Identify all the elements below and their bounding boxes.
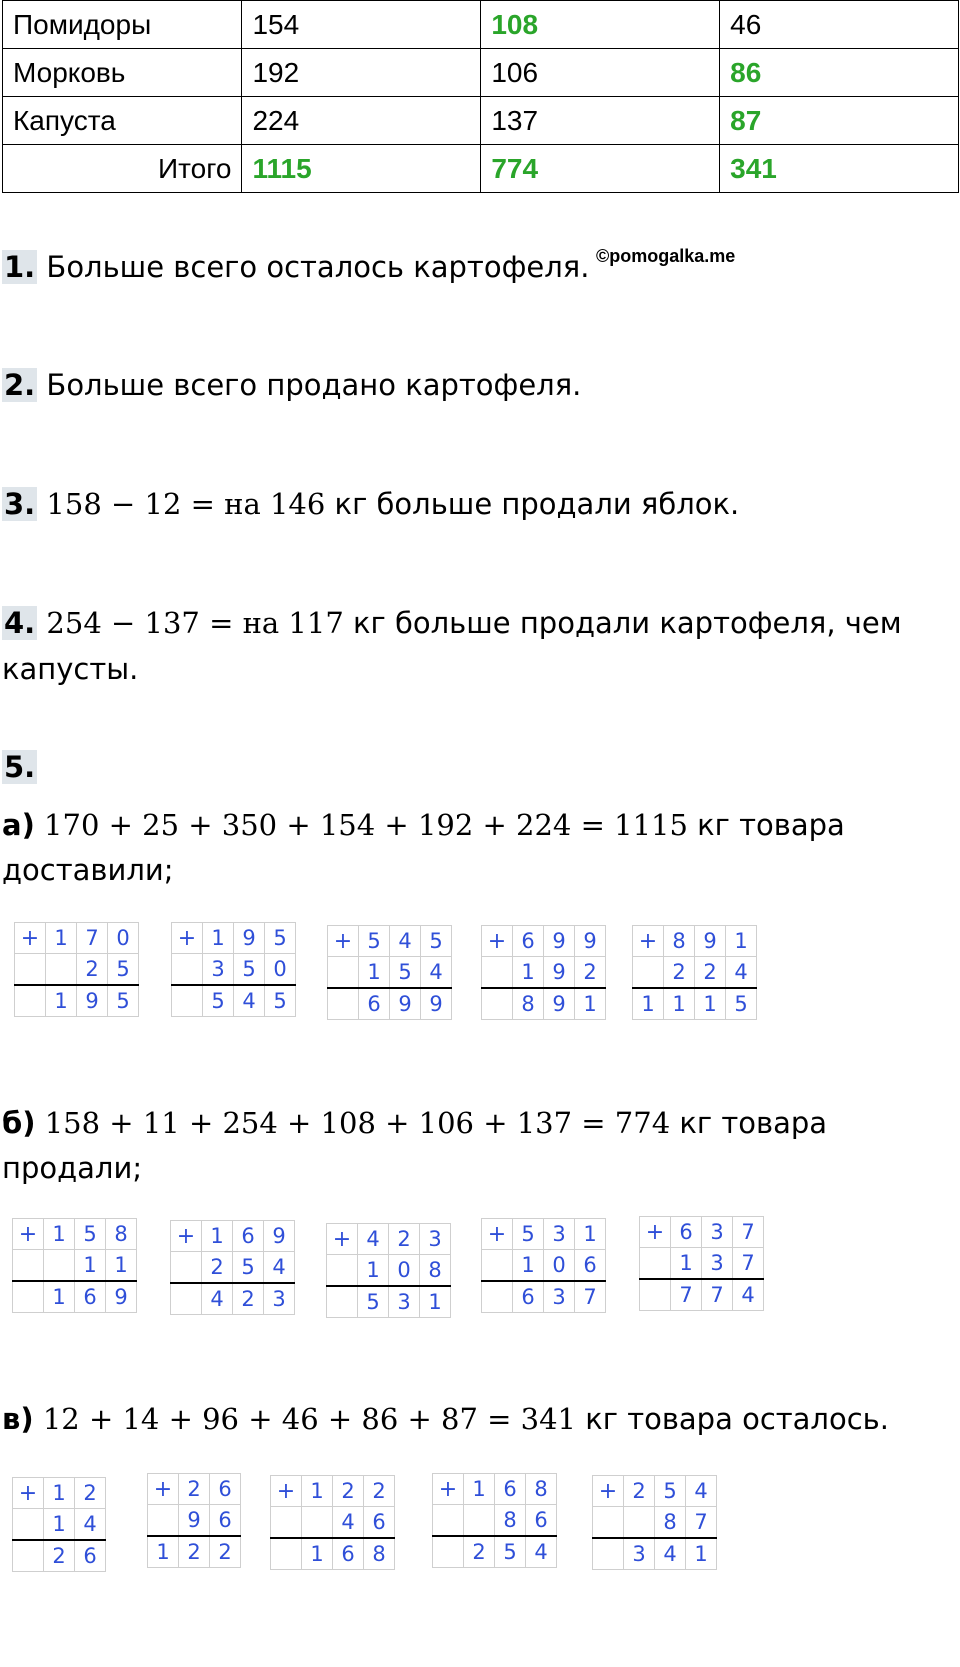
- plus-sign: +: [148, 1474, 179, 1505]
- answer-text: Больше всего продано картофеля.: [37, 368, 582, 402]
- digit-cell: 1: [726, 926, 757, 957]
- table-cell: 224: [242, 97, 481, 145]
- plus-sign: +: [640, 1217, 671, 1248]
- digit-cell: 7: [575, 1281, 606, 1313]
- answer-text: кг товара осталось.: [576, 1402, 889, 1436]
- digit-cell: 1: [513, 1250, 544, 1282]
- digit-cell: [328, 988, 359, 1020]
- digit-cell: 9: [544, 957, 575, 989]
- digit-cell: 7: [77, 923, 108, 954]
- answer-number: 1.: [4, 250, 36, 284]
- digit-cell: 1: [671, 1248, 702, 1280]
- digit-cell: [482, 1250, 513, 1282]
- answer-5b-continuation: продали;: [2, 1151, 143, 1185]
- digit-cell: 4: [726, 957, 757, 989]
- digit-cell: [15, 985, 46, 1017]
- answer-math: 170 + 25 + 350 + 154 + 192 + 224 = 1115: [34, 808, 688, 842]
- goods-table: [2, 0, 959, 193]
- digit-cell: 1: [513, 957, 544, 989]
- answer-number: 5.: [4, 750, 36, 784]
- digit-cell: 0: [544, 1250, 575, 1282]
- column-addition-grid: [171, 922, 296, 1017]
- digit-cell: [171, 1252, 202, 1284]
- digit-cell: [464, 1505, 495, 1537]
- digit-cell: 1: [44, 1281, 75, 1313]
- digit-cell: 9: [695, 926, 726, 957]
- digit-cell: [482, 988, 513, 1020]
- digit-cell: 6: [333, 1538, 364, 1570]
- digit-cell: 5: [358, 1286, 389, 1318]
- digit-cell: 5: [265, 985, 296, 1017]
- digit-cell: 2: [575, 957, 606, 989]
- digit-cell: 4: [733, 1279, 764, 1311]
- digit-cell: 1: [575, 988, 606, 1020]
- digit-cell: 5: [513, 1219, 544, 1250]
- digit-cell: 8: [364, 1538, 395, 1570]
- digit-cell: 2: [364, 1476, 395, 1507]
- digit-cell: 9: [264, 1221, 295, 1252]
- column-addition-grid: [592, 1475, 717, 1570]
- digit-cell: 8: [526, 1474, 557, 1505]
- digit-cell: 2: [333, 1476, 364, 1507]
- digit-cell: 7: [733, 1217, 764, 1248]
- column-addition-grid: [170, 1220, 295, 1315]
- digit-cell: 3: [420, 1224, 451, 1255]
- digit-cell: 1: [106, 1250, 137, 1282]
- digit-cell: 1: [302, 1476, 333, 1507]
- digit-cell: 2: [202, 1252, 233, 1284]
- plus-sign: +: [171, 1221, 202, 1252]
- plus-sign: +: [482, 926, 513, 957]
- column-addition-grid: [327, 925, 452, 1020]
- column-addition-grid: [481, 925, 606, 1020]
- answer-text: кг товара: [670, 1106, 828, 1140]
- table-row: [3, 145, 959, 193]
- digit-cell: 9: [421, 988, 452, 1020]
- digit-cell: [172, 954, 203, 986]
- digit-cell: 8: [106, 1219, 137, 1250]
- table-cell: 86: [720, 49, 959, 97]
- digit-cell: 1: [75, 1250, 106, 1282]
- digit-cell: [172, 985, 203, 1017]
- digit-cell: 1: [44, 1509, 75, 1541]
- digit-cell: 3: [203, 954, 234, 986]
- digit-cell: 1: [302, 1538, 333, 1570]
- digit-cell: [271, 1538, 302, 1570]
- answer-math: 158 + 11 + 254 + 108 + 106 + 137 = 774: [35, 1106, 671, 1140]
- digit-cell: 2: [179, 1474, 210, 1505]
- table-cell: 137: [481, 97, 720, 145]
- digit-cell: 6: [671, 1217, 702, 1248]
- digit-cell: 4: [202, 1283, 233, 1315]
- digit-cell: 2: [44, 1540, 75, 1572]
- digit-cell: 9: [575, 926, 606, 957]
- answer-5c: [2, 1402, 889, 1436]
- digit-cell: 5: [726, 988, 757, 1020]
- table-cell: 192: [242, 49, 481, 97]
- answer-1: [2, 250, 589, 284]
- digit-cell: 2: [464, 1536, 495, 1568]
- digit-cell: 1: [633, 988, 664, 1020]
- digit-cell: 5: [265, 923, 296, 954]
- digit-cell: 8: [420, 1255, 451, 1287]
- answer-5a: [2, 808, 845, 842]
- digit-cell: 5: [234, 954, 265, 986]
- digit-cell: [327, 1286, 358, 1318]
- digit-cell: 2: [210, 1536, 241, 1568]
- digit-cell: [624, 1507, 655, 1539]
- row-label: Капуста: [3, 97, 242, 145]
- digit-cell: 5: [233, 1252, 264, 1284]
- answer-math: 158 − 12 = на 146: [37, 487, 326, 521]
- digit-cell: [46, 954, 77, 986]
- answer-math: 254 − 137 = на 117: [37, 606, 344, 640]
- column-addition-grid: [432, 1473, 557, 1568]
- answer-number: 4.: [4, 606, 36, 640]
- digit-cell: 1: [148, 1536, 179, 1568]
- digit-cell: 6: [75, 1281, 106, 1313]
- digit-cell: 4: [421, 957, 452, 989]
- digit-cell: 4: [264, 1252, 295, 1284]
- digit-cell: 6: [513, 1281, 544, 1313]
- digit-cell: [482, 1281, 513, 1313]
- digit-cell: [482, 957, 513, 989]
- digit-cell: 3: [702, 1217, 733, 1248]
- table-cell: 108: [481, 1, 720, 49]
- digit-cell: 4: [333, 1507, 364, 1539]
- digit-cell: [640, 1279, 671, 1311]
- digit-cell: 8: [495, 1505, 526, 1537]
- answer-4-continuation: капусты.: [2, 652, 139, 686]
- digit-cell: [13, 1250, 44, 1282]
- column-addition-grid: [12, 1218, 137, 1313]
- digit-cell: 6: [75, 1540, 106, 1572]
- plus-sign: +: [433, 1474, 464, 1505]
- digit-cell: 4: [655, 1538, 686, 1570]
- digit-cell: 7: [733, 1248, 764, 1280]
- digit-cell: 0: [265, 954, 296, 986]
- digit-cell: [13, 1281, 44, 1313]
- digit-cell: [15, 954, 46, 986]
- answer-2: [2, 368, 581, 402]
- digit-cell: 2: [389, 1224, 420, 1255]
- digit-cell: [44, 1250, 75, 1282]
- digit-cell: 1: [464, 1474, 495, 1505]
- digit-cell: 7: [671, 1279, 702, 1311]
- digit-cell: [148, 1505, 179, 1537]
- digit-cell: 4: [358, 1224, 389, 1255]
- table-cell: 774: [481, 145, 720, 193]
- digit-cell: 4: [686, 1476, 717, 1507]
- part-label: б): [2, 1106, 36, 1140]
- digit-cell: [271, 1507, 302, 1539]
- digit-cell: 1: [46, 985, 77, 1017]
- table-row: [3, 1, 959, 49]
- digit-cell: 2: [179, 1536, 210, 1568]
- column-addition-grid: [326, 1223, 451, 1318]
- digit-cell: 7: [686, 1507, 717, 1539]
- digit-cell: 1: [359, 957, 390, 989]
- digit-cell: [433, 1505, 464, 1537]
- digit-cell: 2: [695, 957, 726, 989]
- digit-cell: 1: [686, 1538, 717, 1570]
- digit-cell: 6: [210, 1474, 241, 1505]
- digit-cell: 1: [664, 988, 695, 1020]
- digit-cell: 9: [544, 926, 575, 957]
- plus-sign: +: [327, 1224, 358, 1255]
- digit-cell: 5: [390, 957, 421, 989]
- table-row: [3, 97, 959, 145]
- digit-cell: 4: [526, 1536, 557, 1568]
- digit-cell: 9: [544, 988, 575, 1020]
- table-cell: 106: [481, 49, 720, 97]
- digit-cell: 5: [108, 985, 139, 1017]
- digit-cell: 6: [513, 926, 544, 957]
- digit-cell: 3: [264, 1283, 295, 1315]
- digit-cell: 2: [233, 1283, 264, 1315]
- digit-cell: [302, 1507, 333, 1539]
- column-addition-grid: [147, 1473, 241, 1568]
- digit-cell: [593, 1507, 624, 1539]
- row-label: Морковь: [3, 49, 242, 97]
- digit-cell: [328, 957, 359, 989]
- digit-cell: 8: [664, 926, 695, 957]
- column-addition-grid: [632, 925, 757, 1020]
- digit-cell: 2: [624, 1476, 655, 1507]
- digit-cell: 6: [526, 1505, 557, 1537]
- digit-cell: 8: [513, 988, 544, 1020]
- answer-5a-continuation: доставили;: [2, 853, 174, 887]
- digit-cell: 4: [75, 1509, 106, 1541]
- digit-cell: 1: [420, 1286, 451, 1318]
- digit-cell: 4: [390, 926, 421, 957]
- digit-cell: 1: [44, 1478, 75, 1509]
- digit-cell: 3: [624, 1538, 655, 1570]
- column-addition-grid: [481, 1218, 606, 1313]
- digit-cell: 6: [364, 1507, 395, 1539]
- digit-cell: 9: [390, 988, 421, 1020]
- digit-cell: [433, 1536, 464, 1568]
- digit-cell: 5: [108, 954, 139, 986]
- part-label: а): [2, 808, 35, 842]
- digit-cell: 8: [655, 1507, 686, 1539]
- table-cell: 341: [720, 145, 959, 193]
- answer-math: 12 + 14 + 96 + 46 + 86 + 87 = 341: [33, 1402, 576, 1436]
- digit-cell: 2: [75, 1478, 106, 1509]
- answer-text: Больше всего осталось картофеля.: [37, 250, 590, 284]
- watermark: ©pomogalka.me: [596, 246, 736, 266]
- table-cell: 154: [242, 1, 481, 49]
- column-addition-grid: [639, 1216, 764, 1311]
- answer-text: кг товара: [687, 808, 845, 842]
- digit-cell: 7: [702, 1279, 733, 1311]
- column-addition-grid: [270, 1475, 395, 1570]
- digit-cell: [640, 1248, 671, 1280]
- plus-sign: +: [13, 1478, 44, 1509]
- table-cell: 1115: [242, 145, 481, 193]
- digit-cell: 1: [46, 923, 77, 954]
- digit-cell: 6: [233, 1221, 264, 1252]
- digit-cell: 6: [359, 988, 390, 1020]
- digit-cell: 2: [664, 957, 695, 989]
- digit-cell: 9: [234, 923, 265, 954]
- table-row: [3, 49, 959, 97]
- answer-4: [2, 606, 902, 640]
- digit-cell: 2: [77, 954, 108, 986]
- digit-cell: [327, 1255, 358, 1287]
- digit-cell: 0: [389, 1255, 420, 1287]
- column-addition-grid: [14, 922, 139, 1017]
- digit-cell: 9: [179, 1505, 210, 1537]
- digit-cell: 6: [210, 1505, 241, 1537]
- answer-5: [2, 750, 37, 784]
- digit-cell: 6: [575, 1250, 606, 1282]
- digit-cell: 5: [421, 926, 452, 957]
- digit-cell: 5: [203, 985, 234, 1017]
- plus-sign: +: [15, 923, 46, 954]
- digit-cell: [13, 1509, 44, 1541]
- plus-sign: +: [172, 923, 203, 954]
- plus-sign: +: [328, 926, 359, 957]
- digit-cell: 0: [108, 923, 139, 954]
- digit-cell: 1: [203, 923, 234, 954]
- digit-cell: [13, 1540, 44, 1572]
- digit-cell: 6: [495, 1474, 526, 1505]
- digit-cell: [633, 957, 664, 989]
- digit-cell: 9: [106, 1281, 137, 1313]
- digit-cell: 5: [75, 1219, 106, 1250]
- digit-cell: [171, 1283, 202, 1315]
- digit-cell: 1: [358, 1255, 389, 1287]
- digit-cell: 1: [202, 1221, 233, 1252]
- digit-cell: 3: [544, 1281, 575, 1313]
- digit-cell: 1: [44, 1219, 75, 1250]
- digit-cell: 1: [695, 988, 726, 1020]
- answer-3: [2, 487, 739, 521]
- digit-cell: 3: [544, 1219, 575, 1250]
- digit-cell: 5: [359, 926, 390, 957]
- part-label: в): [2, 1402, 34, 1436]
- answer-text: кг больше продали картофеля, чем: [343, 606, 902, 640]
- digit-cell: 5: [495, 1536, 526, 1568]
- digit-cell: [593, 1538, 624, 1570]
- answer-text: кг больше продали яблок.: [325, 487, 740, 521]
- plus-sign: +: [593, 1476, 624, 1507]
- digit-cell: 9: [77, 985, 108, 1017]
- plus-sign: +: [633, 926, 664, 957]
- answer-5b: [2, 1106, 827, 1140]
- plus-sign: +: [13, 1219, 44, 1250]
- digit-cell: 3: [389, 1286, 420, 1318]
- digit-cell: 4: [234, 985, 265, 1017]
- plus-sign: +: [271, 1476, 302, 1507]
- answer-number: 3.: [4, 487, 36, 521]
- row-label: Помидоры: [3, 1, 242, 49]
- digit-cell: 3: [702, 1248, 733, 1280]
- digit-cell: 1: [575, 1219, 606, 1250]
- plus-sign: +: [482, 1219, 513, 1250]
- column-addition-grid: [12, 1477, 106, 1572]
- table-cell: 87: [720, 97, 959, 145]
- answer-number: 2.: [4, 368, 36, 402]
- row-label: Итого: [3, 145, 242, 193]
- digit-cell: 5: [655, 1476, 686, 1507]
- table-cell: 46: [720, 1, 959, 49]
